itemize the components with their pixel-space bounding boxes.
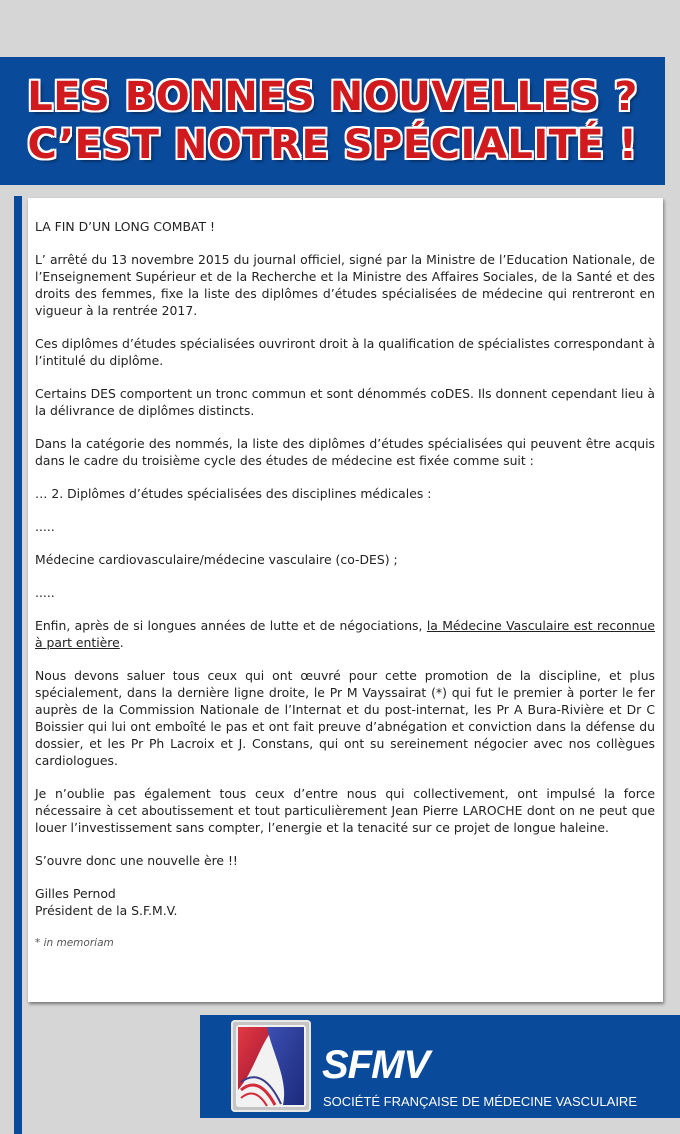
left-accent-bar <box>14 196 22 1134</box>
paragraph-arrete: L’ arrêté du 13 novembre 2015 du journal officiel, signé par la Ministre de l’Education Nationale, de l’Enseignement Supérieur et de la Recherche et la Ministre des Affaires Sociales, de la Santé et des droits des femmes, fixe la liste des diplômes d’études spécialisées de médecine qui rentreront en vigueur à la rentrée 2017. <box>35 252 655 318</box>
banner-title-line-2: C’EST NOTRE SPÉCIALITÉ ! <box>27 122 638 168</box>
paragraph-reconnaissance-end: . <box>119 635 124 650</box>
paragraph-reconnaissance <box>35 617 655 651</box>
paragraph-reconnaissance-start: Enfin, après de si longues années de lutte et de négociations, <box>35 618 427 633</box>
reconnaissance-link[interactable]: la Médecine Vasculaire est reconnue à part entière <box>35 618 656 650</box>
paragraph-codes: Certains DES comportent un tronc commun et sont dénommés coDES. Ils donnent cependant lieu à la délivrance de diplômes distincts. <box>35 386 655 418</box>
paragraph-codes-cardio: Médecine cardiovasculaire/médecine vasculaire (co-DES) ; <box>35 552 398 567</box>
paragraph-laroche: Je n’oublie pas également tous ceux d’entre nous qui collectivement, ont impulsé la force nécessaire à cet aboutissement et tout particulièrement Jean Pierre LAROCHE dont on ne peut que louer l’investissement sans compter, l’energie et la tenacité sur ce projet de longue haleine. <box>35 786 655 835</box>
sfmv-logo <box>200 1015 680 1118</box>
footnote: * in memoriam <box>35 937 114 949</box>
paragraph-categorie: Dans la catégorie des nommés, la liste des diplômes d’études spécialisées qui peuvent être acquis dans le cadre du troisième cycle des études de médecine est fixée comme suit : <box>35 436 655 468</box>
sfmv-emblem-icon <box>231 1020 311 1112</box>
ellipsis-1: ..... <box>35 519 55 534</box>
ellipsis-2: ..... <box>35 585 55 600</box>
signature-title: Président de la S.F.M.V. <box>35 903 178 918</box>
signature <box>35 885 655 919</box>
paragraph-nouvelle-ere: S’ouvre donc une nouvelle ère !! <box>35 853 238 868</box>
article-card <box>28 198 663 1002</box>
paragraph-remerciements: Nous devons saluer tous ceux qui ont œuvré pour cette promotion de la discipline, et plus spécialement, dans la dernière ligne droite, le Pr M Vayssairat (*) qui fut le premier à porter le fer auprès de la Commission Nationale de l’Internat et du post-internat, les Pr A Bura-Rivière et Dr C Boissier qui lui ont emboîté le pas et ont fait preuve d’abnégation et conviction dans la défense du dossier, et les Pr Ph Lacroix et J. Constans, qui ont su sereinement négocier avec nos collègues cardiologues. <box>35 668 655 768</box>
paragraph-qualification: Ces diplômes d’études spécialisées ouvriront droit à la qualification de spécialistes correspondant à l’intitulé du diplôme. <box>35 336 655 368</box>
banner-title-line-1: LES BONNES NOUVELLES ? <box>27 74 638 120</box>
logo-subtitle: SOCIÉTÉ FRANÇAISE DE MÉDECINE VASCULAIRE <box>323 1094 637 1109</box>
header-banner <box>0 57 665 185</box>
article-heading: LA FIN D’UN LONG COMBAT ! <box>35 219 215 234</box>
signature-name: Gilles Pernod <box>35 886 116 901</box>
paragraph-disciplines: … 2. Diplômes d’études spécialisées des disciplines médicales : <box>35 486 432 501</box>
logo-title: SFMV <box>322 1043 430 1087</box>
